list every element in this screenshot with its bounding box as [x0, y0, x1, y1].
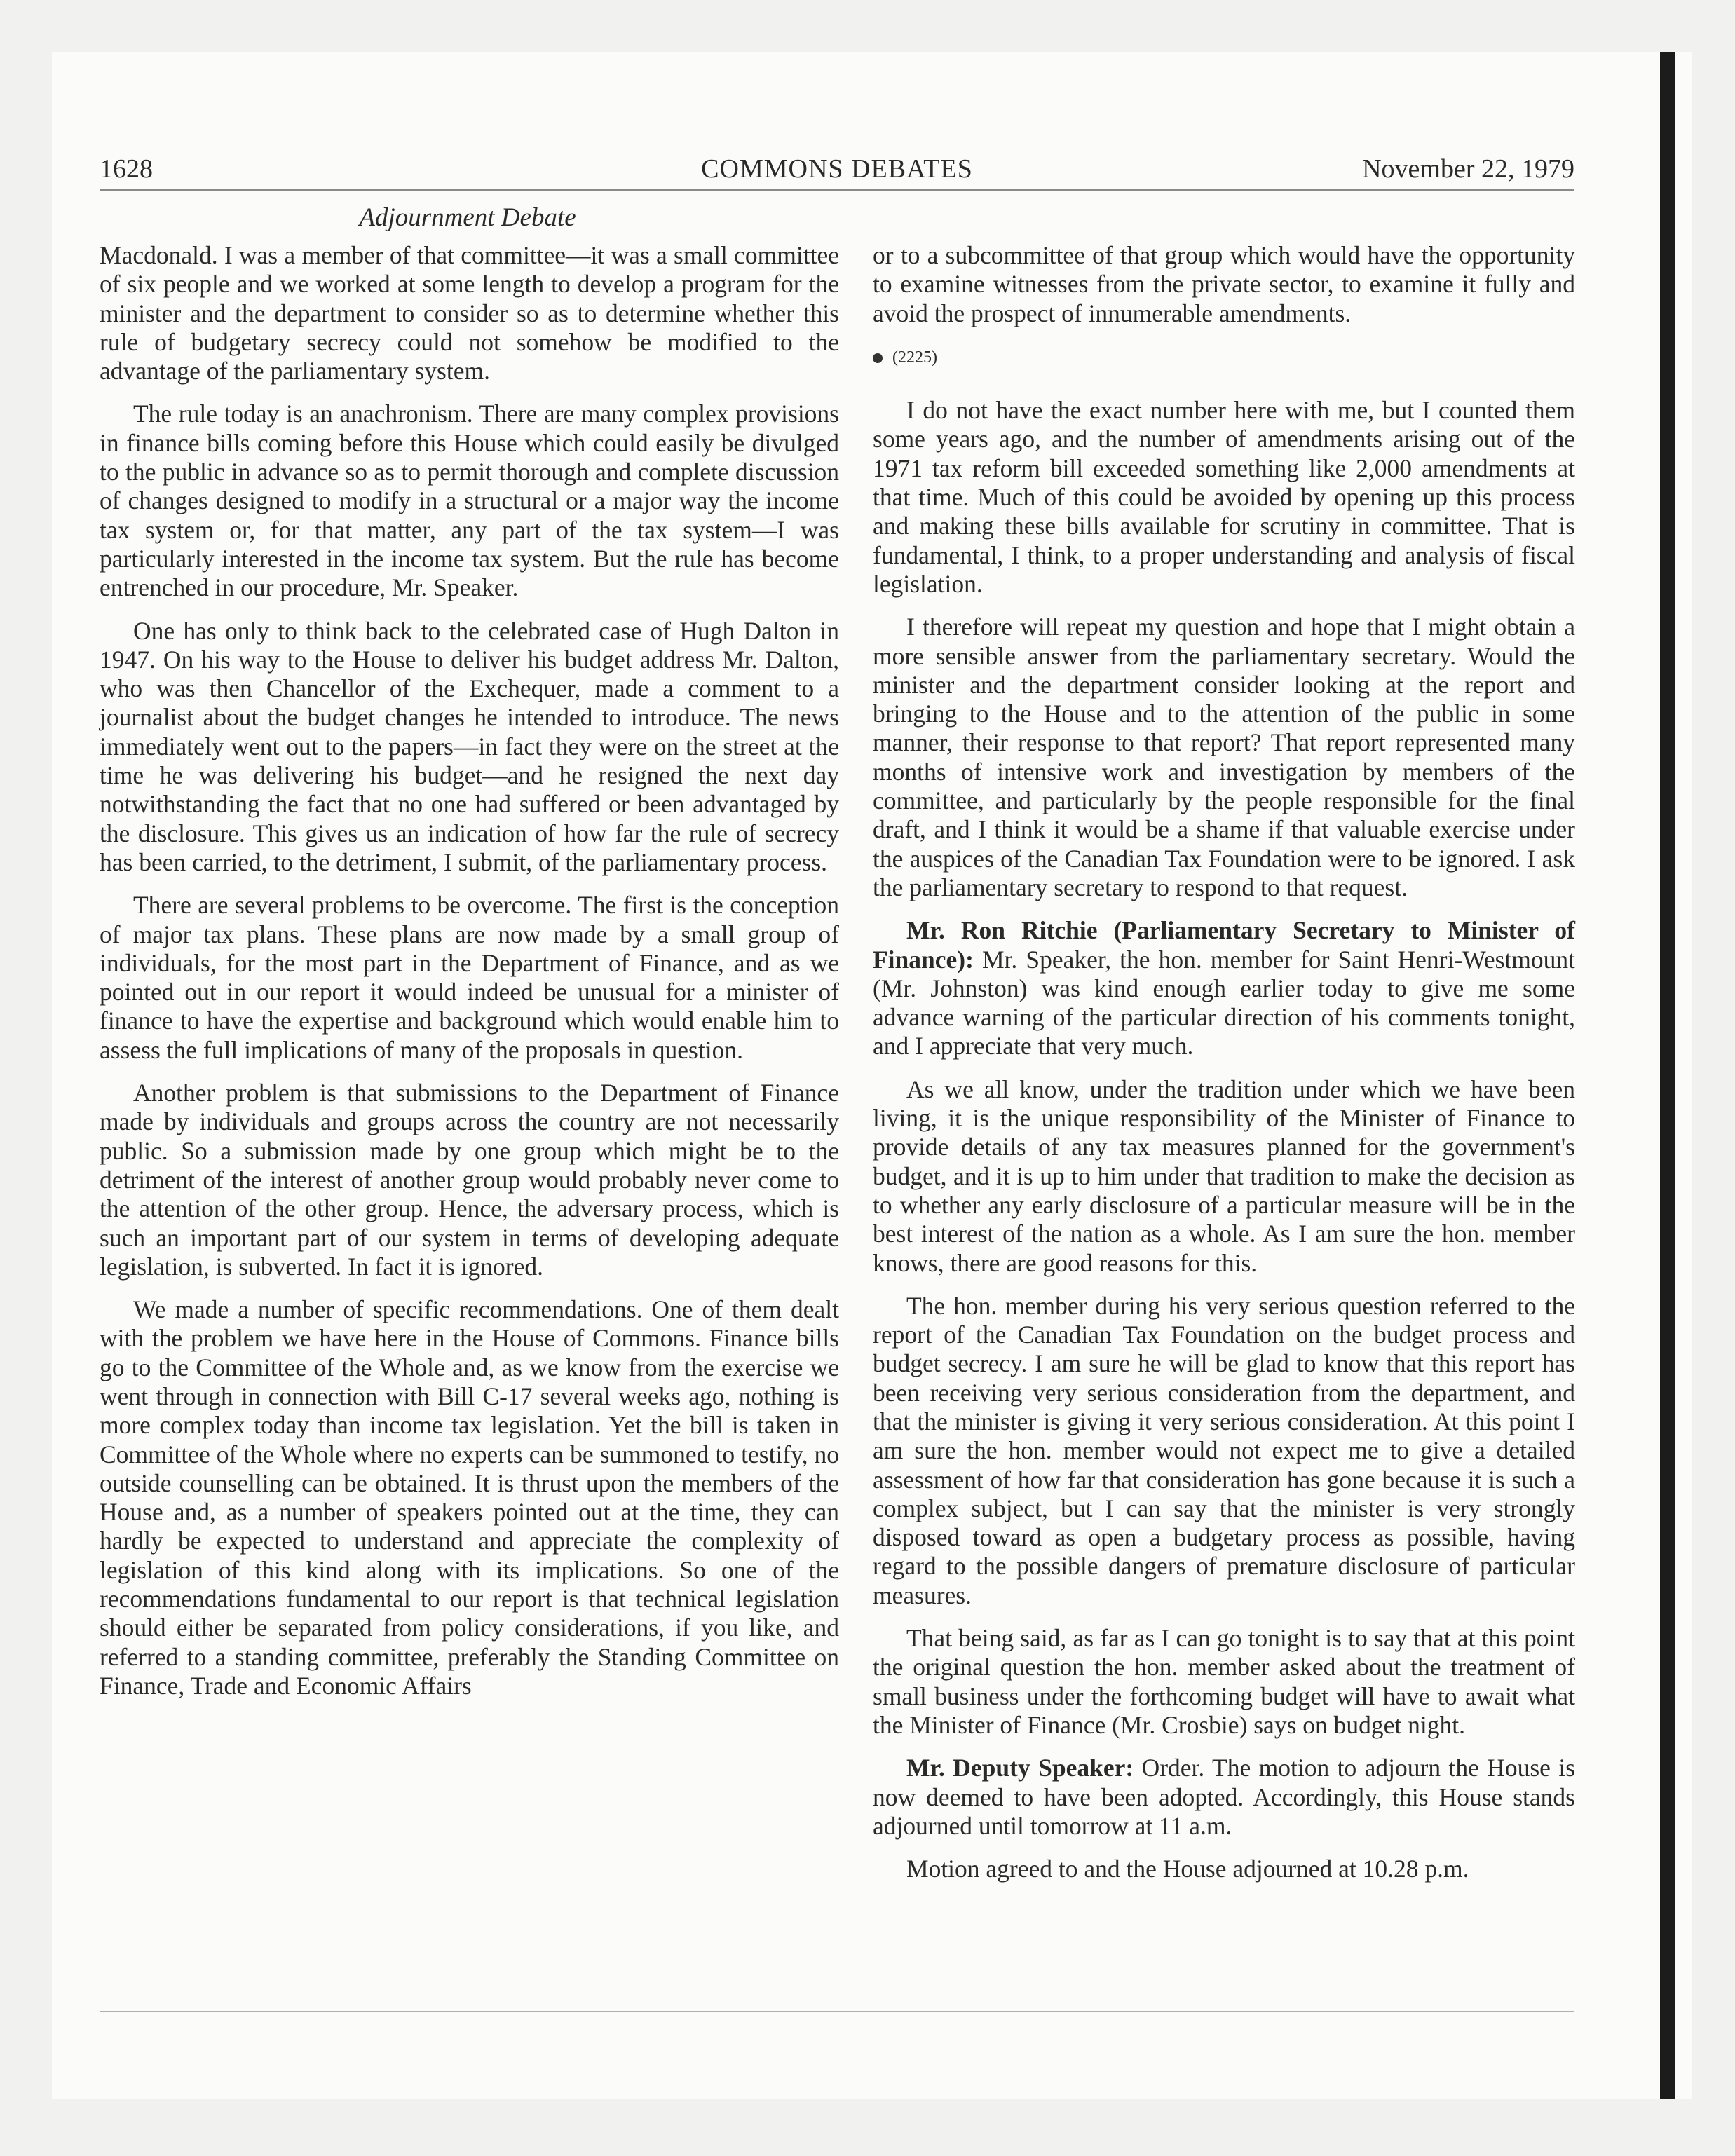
page-number: 1628	[100, 154, 153, 184]
publication-date: November 22, 1979	[1362, 154, 1574, 184]
right-column	[873, 241, 1575, 1897]
speaker-name: Mr. Ron Ritchie (Parliamentary Secretary to Minister of Finance):	[873, 916, 1575, 974]
paragraph: Macdonald. I was a member of that committee—it was a small committee of six people and we worked at some length to develop a program for the minister and the department to consider so as to determine whether this rule of budgetary secrecy could not somehow be modified to the advantage of the parliamentary system.	[100, 241, 839, 386]
paragraph: As we all know, under the tradition under which we have been living, it is the unique responsibility of the Minister of Finance to provide details of any tax measures planned for the government's budget, and it is up to him under that tradition to make the decision as to whether any early disclosure of a particular measure will be in the best interest of the nation as a whole. As I am sure the hon. member knows, there are good reasons for this.	[873, 1074, 1575, 1277]
running-header	[100, 149, 1574, 189]
paragraph: The hon. member during his very serious question referred to the report of the Canadian Tax Foundation on the budget process and budget secrecy. I am sure he will be glad to know that this report has been receiving very serious consideration from the department, and that the minister is giving it very serious consideration. At this point I am sure the hon. member would not expect me to give a detailed assessment of how far that consideration has gone because it is such a complex subject, but I can say that the minister is very strongly disposed toward as open a budgetary process as possible, having regard to the possible dangers of premature disclosure of particular measures.	[873, 1291, 1575, 1609]
paragraph: One has only to think back to the celebrated case of Hugh Dalton in 1947. On his way to the House to deliver his budget address Mr. Dalton, who was then Chancellor of the Exchequer, made a comment to a journalist about the budget changes he intended to introduce. The news immediately went out to the papers—in fact they were on the street at the time he was delivering his budget—and he resigned the next day notwithstanding the fact that no one had suffered or been advantaged by the disclosure. This gives us an indication of how far the rule of secrecy has been carried, to the detriment, I submit, of the parliamentary process.	[100, 616, 839, 876]
publication-title: COMMONS DEBATES	[701, 154, 973, 184]
time-marker-label: (2225)	[892, 348, 937, 367]
time-marker	[873, 343, 1575, 372]
paragraph: I do not have the exact number here with me, but I counted them some years ago, and the number of amendments arising out of the 1971 tax reform bill exceeded something like 2,000 amendments at that time. Much of this could be avoided by opening up this process and making these bills available for scrutiny in committee. That is fundamental, I think, to a proper understanding and analysis of fiscal legislation.	[873, 396, 1575, 598]
paragraph: or to a subcommittee of that group which would have the opportunity to examine witnesses from the private sector, to examine it fully and avoid the prospect of innumerable amendments.	[873, 241, 1575, 327]
left-column	[100, 241, 839, 1714]
closing-line: Motion agreed to and the House adjourned at 10.28 p.m.	[906, 1855, 1469, 1883]
scan-edge-bar	[1660, 52, 1675, 2099]
paragraph: That being said, as far as I can go tonight is to say that at this point the original question the hon. member asked about the treatment of small business under the forthcoming budget will have to await what the Minister of Finance (Mr. Crosbie) says on budget night.	[873, 1624, 1575, 1739]
section-title: Adjournment Debate	[359, 203, 576, 232]
paragraph: Another problem is that submissions to the Department of Finance made by individuals and groups across the country are not necessarily public. So a submission made by one group which might be to the detriment of the interest of another group would probably never come to the attention of the other group. Hence, the adversary process, which is such an important part of our system in terms of developing adequate legislation, is subverted. In fact it is ignored.	[100, 1079, 839, 1281]
speech-ritchie	[873, 916, 1575, 1060]
header-rule	[100, 189, 1574, 191]
paragraph: We made a number of specific recommendations. One of them dealt with the problem we have here in the House of Commons. Finance bills go to the Committee of the Whole and, as we know from the exercise we went through in connection with Bill C-17 several weeks ago, nothing is more complex today than income tax legislation. Yet the bill is taken in Committee of the Whole where no experts can be summoned to testify, no outside counselling can be obtained. It is thrust upon the members of the House and, as a number of speakers pointed out at the time, they can hardly be expected to understand and appreciate the complexity of legislation of this kind along with its implications. So one of the recommendations fundamental to our report is that technical legislation should either be separated from policy considerations, if you like, and referred to a standing committee, preferably the Standing Committee on Finance, Trade and Economic Affairs	[100, 1295, 839, 1700]
speech-text: Order. The motion to adjourn the House is now deemed to have been adopted. Accordingly, this House stands adjourned until tomorrow at 11 a.m.	[873, 1754, 1576, 1840]
speech-text: Mr. Speaker, the hon. member for Saint Henri-Westmount (Mr. Johnston) was kind enough earlier today to give me some advance warning of the particular direction of his comments tonight, and I appreciate that very much.	[873, 945, 1575, 1060]
paragraph: I therefore will repeat my question and hope that I might obtain a more sensible answer from the parliamentary secretary. Would the minister and the department consider looking at the report and bringing to the House and to the attention of the public in some manner, their response to that report? That report represented many months of intensive work and investigation by members of the committee, and particularly by the people responsible for the final draft, and I think it would be a shame if that valuable exercise under the auspices of the Canadian Tax Foundation were to be ignored. I ask the parliamentary secretary to respond to that request.	[873, 613, 1575, 901]
footer-rule	[100, 2011, 1574, 2012]
speaker-name: Mr. Deputy Speaker:	[906, 1754, 1134, 1782]
paragraph: There are several problems to be overcome. The first is the conception of major tax plans. These plans are now made by a small group of individuals, for the most part in the Department of Finance, and as we pointed out in our report it would indeed be unusual for a minister of finance to have the expertise and background which would enable him to assess the full implications of many of the proposals in question.	[100, 891, 839, 1064]
paragraph: The rule today is an anachronism. There are many complex provisions in finance bills coming before this House which could easily be divulged to the public in advance so as to permit thorough and complete discussion of changes designed to modify in a structural or a major way the income tax system or, for that matter, any part of the tax system—I was particularly interested in the income tax system. But the rule has become entrenched in our procedure, Mr. Speaker.	[100, 400, 839, 602]
bullet-icon	[873, 353, 883, 363]
speech-deputy-speaker	[873, 1754, 1575, 1841]
